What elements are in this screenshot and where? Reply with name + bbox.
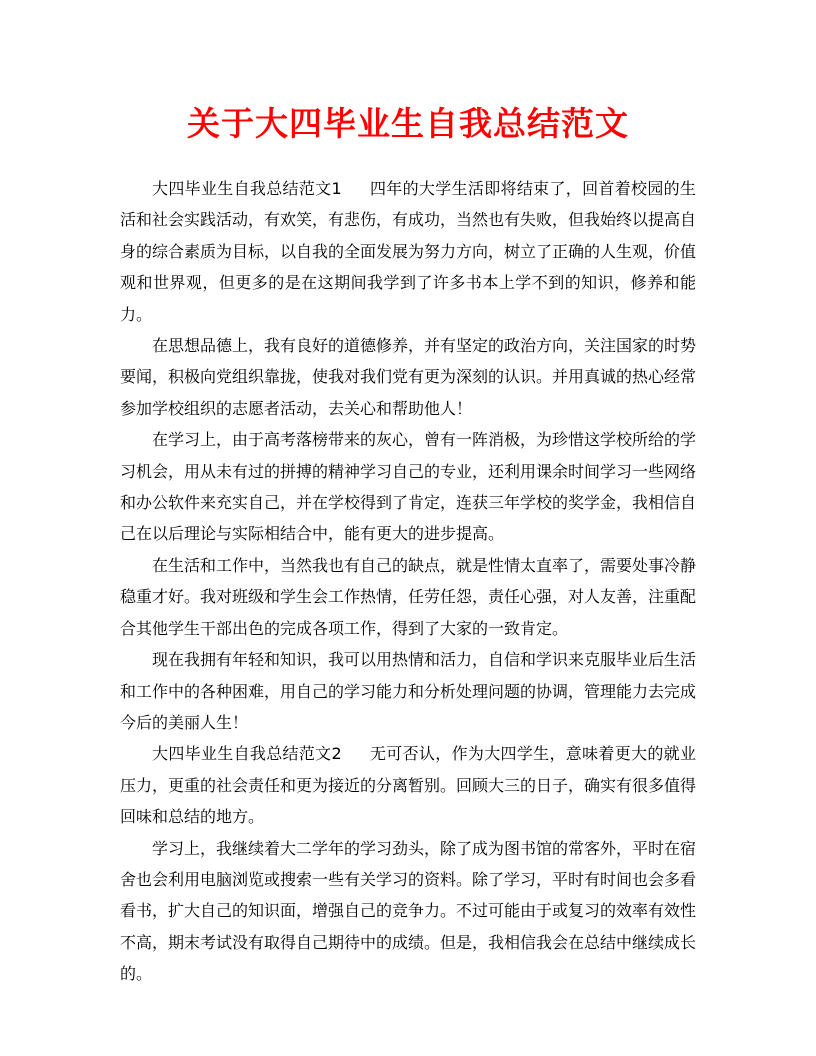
paragraph	[120, 330, 696, 424]
paragraph	[120, 550, 696, 644]
paragraph	[120, 424, 696, 550]
paragraph-text: 在生活和工作中，当然我也有自己的缺点，就是性情太直率了，需要处事冷静稳重才好。我对班级和学生会工作热情，任劳任怨，责任心强，对人友善，注重配合其他学生干部出色的完成各项工作，得到了大家的一致肯定。	[120, 555, 697, 638]
paragraph-text: 无可否认，作为大四学生，意味着更大的就业压力，更重的社会责任和更为接近的分离暂别。回顾大三的日子，确实有很多值得回味和总结的地方。	[120, 744, 697, 827]
paragraph	[120, 833, 696, 990]
paragraph-text: 四年的大学生活即将结束了，回首着校园的生活和社会实践活动，有欢笑，有悲伤，有成功，当然也有失败，但我始终以提高自身的综合素质为目标，以自我的全面发展为努力方向，树立了正确的人生观，价值观和世界观，但更多的是在这期间我学到了许多书本上学不到的知识，修养和能力。	[120, 179, 697, 324]
document-title: 关于大四毕业生自我总结范文	[187, 104, 629, 143]
paragraph-text: 在学习上，由于高考落榜带来的灰心，曾有一阵消极，为珍惜这学校所给的学习机会，用从未有过的拼搏的精神学习自己的专业，还利用课余时间学习一些网络和办公软件来充实自己，并在学校得到了肯定，连获三年学校的奖学金，我相信自己在以后理论与实际相结合中，能有更大的进步提高。	[120, 430, 697, 544]
paragraph-text: 学习上，我继续着大二学年的学习劲头，除了成为图书馆的常客外，平时在宿舍也会利用电脑浏览或搜索一些有关学习的资料。除了学习，平时有时间也会多看看书，扩大自己的知识面，增强自己的竞争力。不过可能由于或复习的效率有效性不高，期末考试没有取得自己期待中的成绩。但是，我相信我会在总结中继续成长的。	[120, 838, 697, 984]
paragraph-text: 在思想品德上，我有良好的道德修养，并有坚定的政治方向，关注国家的时势要闻，积极向党组织靠拢，使我对我们党有更为深刻的认识。并用真诚的热心经常参加学校组织的志愿者活动，去关心和帮助他人！	[120, 336, 697, 418]
section-heading: 大四毕业生自我总结范文2	[152, 744, 342, 764]
section-heading: 大四毕业生自我总结范文1	[152, 179, 342, 198]
paragraph	[120, 644, 696, 738]
paragraph-text: 现在我拥有年轻和知识，我可以用热情和活力，自信和学识来克服毕业后生活和工作中的各种困难，用自己的学习能力和分析处理问题的协调，管理能力去完成今后的美丽人生！	[120, 650, 697, 732]
paragraph	[120, 173, 696, 330]
paragraph	[120, 738, 696, 832]
document-body	[120, 173, 696, 990]
